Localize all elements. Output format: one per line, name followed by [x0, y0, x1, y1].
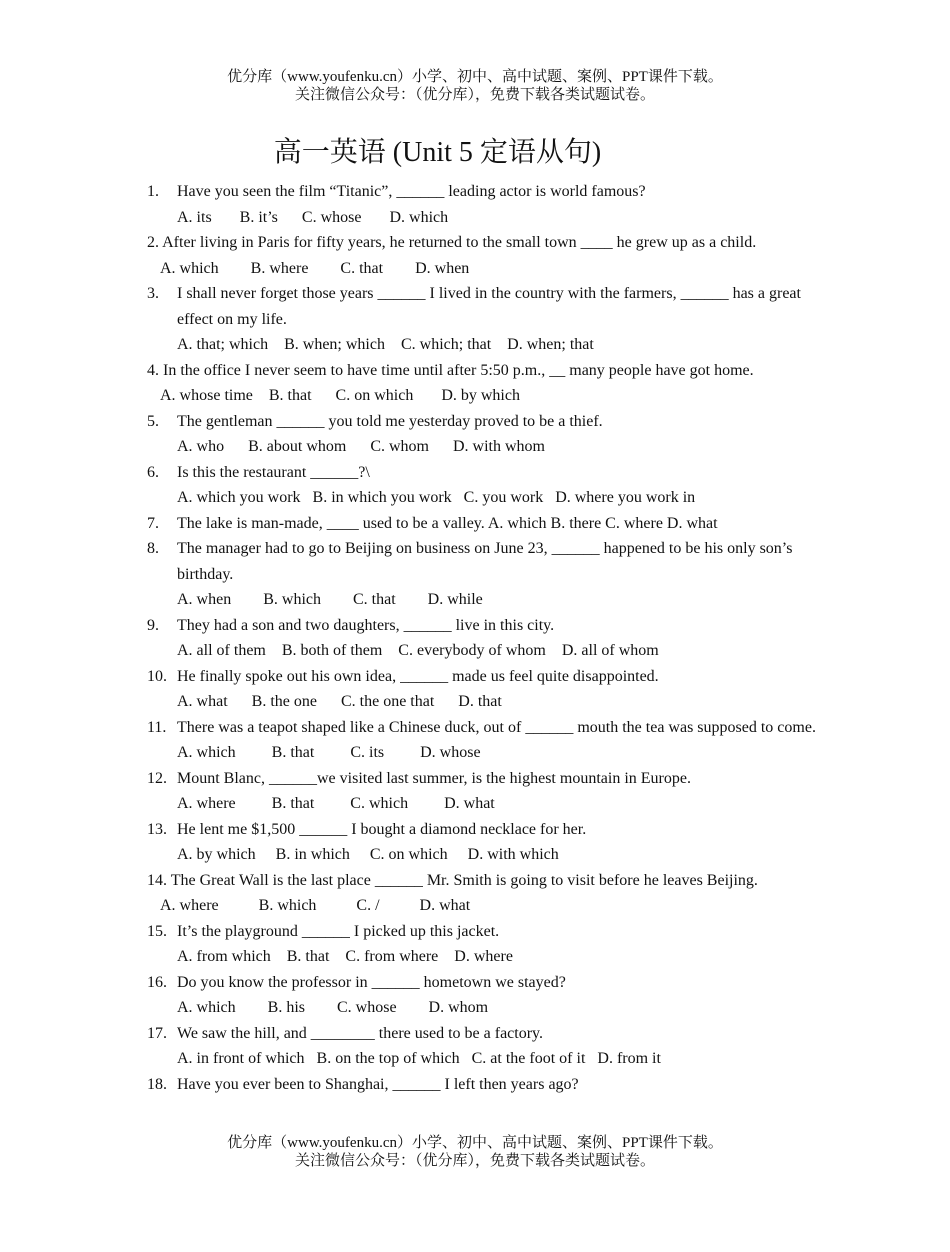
question-text: 4. In the office I never seem to have time until after 5:50 p.m., __ many people have got home. — [147, 361, 754, 379]
question-10 — [147, 664, 817, 715]
question-text: Do you know the professor in ______ hometown we stayed? — [177, 973, 566, 991]
question-3 — [147, 281, 817, 358]
question-options: A. what B. the one C. the one that D. that — [177, 693, 502, 710]
question-number: 10. — [147, 667, 167, 685]
question-number: 9. — [147, 616, 159, 634]
question-number: 15. — [147, 922, 167, 940]
question-text: Have you ever been to Shanghai, ______ I left then years ago? — [177, 1075, 579, 1093]
question-text: We saw the hill, and ________ there used to be a factory. — [177, 1024, 544, 1042]
question-13 — [147, 817, 817, 868]
banner-line-2: 关注微信公众号：（优分库），免费下载各类试题试卷。 — [294, 1153, 655, 1169]
question-text: 14. The Great Wall is the last place ______ Mr. Smith is going to visit before he leaves Beijing. — [147, 871, 758, 889]
question-options: A. that; which B. when; which C. which; that D. when; that — [177, 336, 594, 353]
question-options: A. by which B. in which C. on which D. with which — [177, 846, 559, 863]
question-2 — [147, 230, 817, 281]
question-text: He lent me $1,500 ______ I bought a diamond necklace for her. — [177, 820, 587, 838]
question-text: The gentleman ______ you told me yesterday proved to be a thief. — [177, 412, 603, 430]
question-number: 16. — [147, 973, 167, 991]
question-18 — [147, 1072, 817, 1098]
header-banner — [0, 68, 950, 104]
question-number: 1. — [147, 183, 159, 200]
question-number: 3. — [147, 285, 159, 302]
question-14 — [147, 868, 817, 919]
question-number: 17. — [147, 1024, 167, 1042]
question-7 — [147, 511, 817, 537]
question-options: A. who B. about whom C. whom D. with whom — [177, 438, 545, 455]
question-number: 5. — [147, 412, 159, 430]
question-text: Is this the restaurant ______?\ — [177, 463, 370, 481]
question-number: 7. — [147, 514, 159, 532]
question-15 — [147, 919, 817, 970]
question-text: It’s the playground ______ I picked up this jacket. — [177, 922, 500, 940]
question-number: 13. — [147, 820, 167, 838]
question-options: A. whose time B. that C. on which D. by which — [160, 387, 520, 404]
question-16 — [147, 970, 817, 1021]
question-text: The manager had to go to Beijing on business on June 23, ______ happened to be his only son’s birthday. — [177, 540, 793, 583]
question-options: A. in front of which B. on the top of which C. at the foot of it D. from it — [177, 1050, 661, 1067]
question-options: A. when B. which C. that D. while — [177, 591, 483, 608]
banner-line-1: 优分库（www.youfenku.cn）小学、初中、高中试题、案例、PPT课件下载。 — [227, 1135, 723, 1151]
question-1 — [147, 179, 817, 230]
question-6 — [147, 460, 817, 511]
question-text: He finally spoke out his own idea, ______ made us feel quite disappointed. — [177, 667, 659, 685]
question-options: A. which B. that C. its D. whose — [177, 744, 481, 761]
question-text: There was a teapot shaped like a Chinese duck, out of ______ mouth the tea was supposed to come. — [177, 718, 816, 736]
question-8 — [147, 536, 817, 613]
question-text: Have you seen the film “Titanic”, ______ leading actor is world famous? — [177, 183, 646, 200]
question-options: A. where B. which C. / D. what — [160, 897, 471, 914]
question-text: Mount Blanc, ______we visited last summer, is the highest mountain in Europe. — [177, 769, 691, 787]
question-options: A. which B. his C. whose D. whom — [177, 999, 489, 1016]
question-17 — [147, 1021, 817, 1072]
question-text: 2. After living in Paris for fifty years, he returned to the small town ____ he grew up as a child. — [147, 234, 757, 251]
question-5 — [147, 409, 817, 460]
question-number: 8. — [147, 540, 159, 557]
question-options: A. all of them B. both of them C. everybody of whom D. all of whom — [177, 642, 659, 659]
question-9 — [147, 613, 817, 664]
question-options: A. its B. it’s C. whose D. which — [177, 208, 449, 226]
question-options: A. which B. where C. that D. when — [160, 259, 470, 277]
question-options: A. from which B. that C. from where D. where — [177, 948, 513, 965]
question-text: I shall never forget those years ______ I lived in the country with the farmers, ______ has a great effect on my life. — [177, 285, 801, 328]
question-options: A. which you work B. in which you work C. you work D. where you work in — [177, 489, 696, 506]
question-text: The lake is man-made, ____ used to be a valley. A. which B. there C. where D. what — [177, 514, 718, 532]
question-12 — [147, 766, 817, 817]
banner-line-1: 优分库（www.youfenku.cn）小学、初中、高中试题、案例、PPT课件下载。 — [227, 69, 723, 85]
question-number: 18. — [147, 1075, 167, 1093]
question-list — [147, 179, 817, 1097]
question-number: 12. — [147, 769, 167, 787]
question-text: They had a son and two daughters, ______ live in this city. — [177, 616, 555, 634]
question-11 — [147, 715, 817, 766]
question-number: 11. — [147, 718, 167, 736]
question-options: A. where B. that C. which D. what — [177, 795, 495, 812]
banner-line-2: 关注微信公众号：（优分库），免费下载各类试题试卷。 — [294, 87, 655, 103]
question-4 — [147, 358, 817, 409]
page-title: 高一英语 (Unit 5 定语从句) — [273, 137, 602, 168]
question-number: 6. — [147, 463, 159, 481]
footer-banner — [0, 1134, 950, 1170]
